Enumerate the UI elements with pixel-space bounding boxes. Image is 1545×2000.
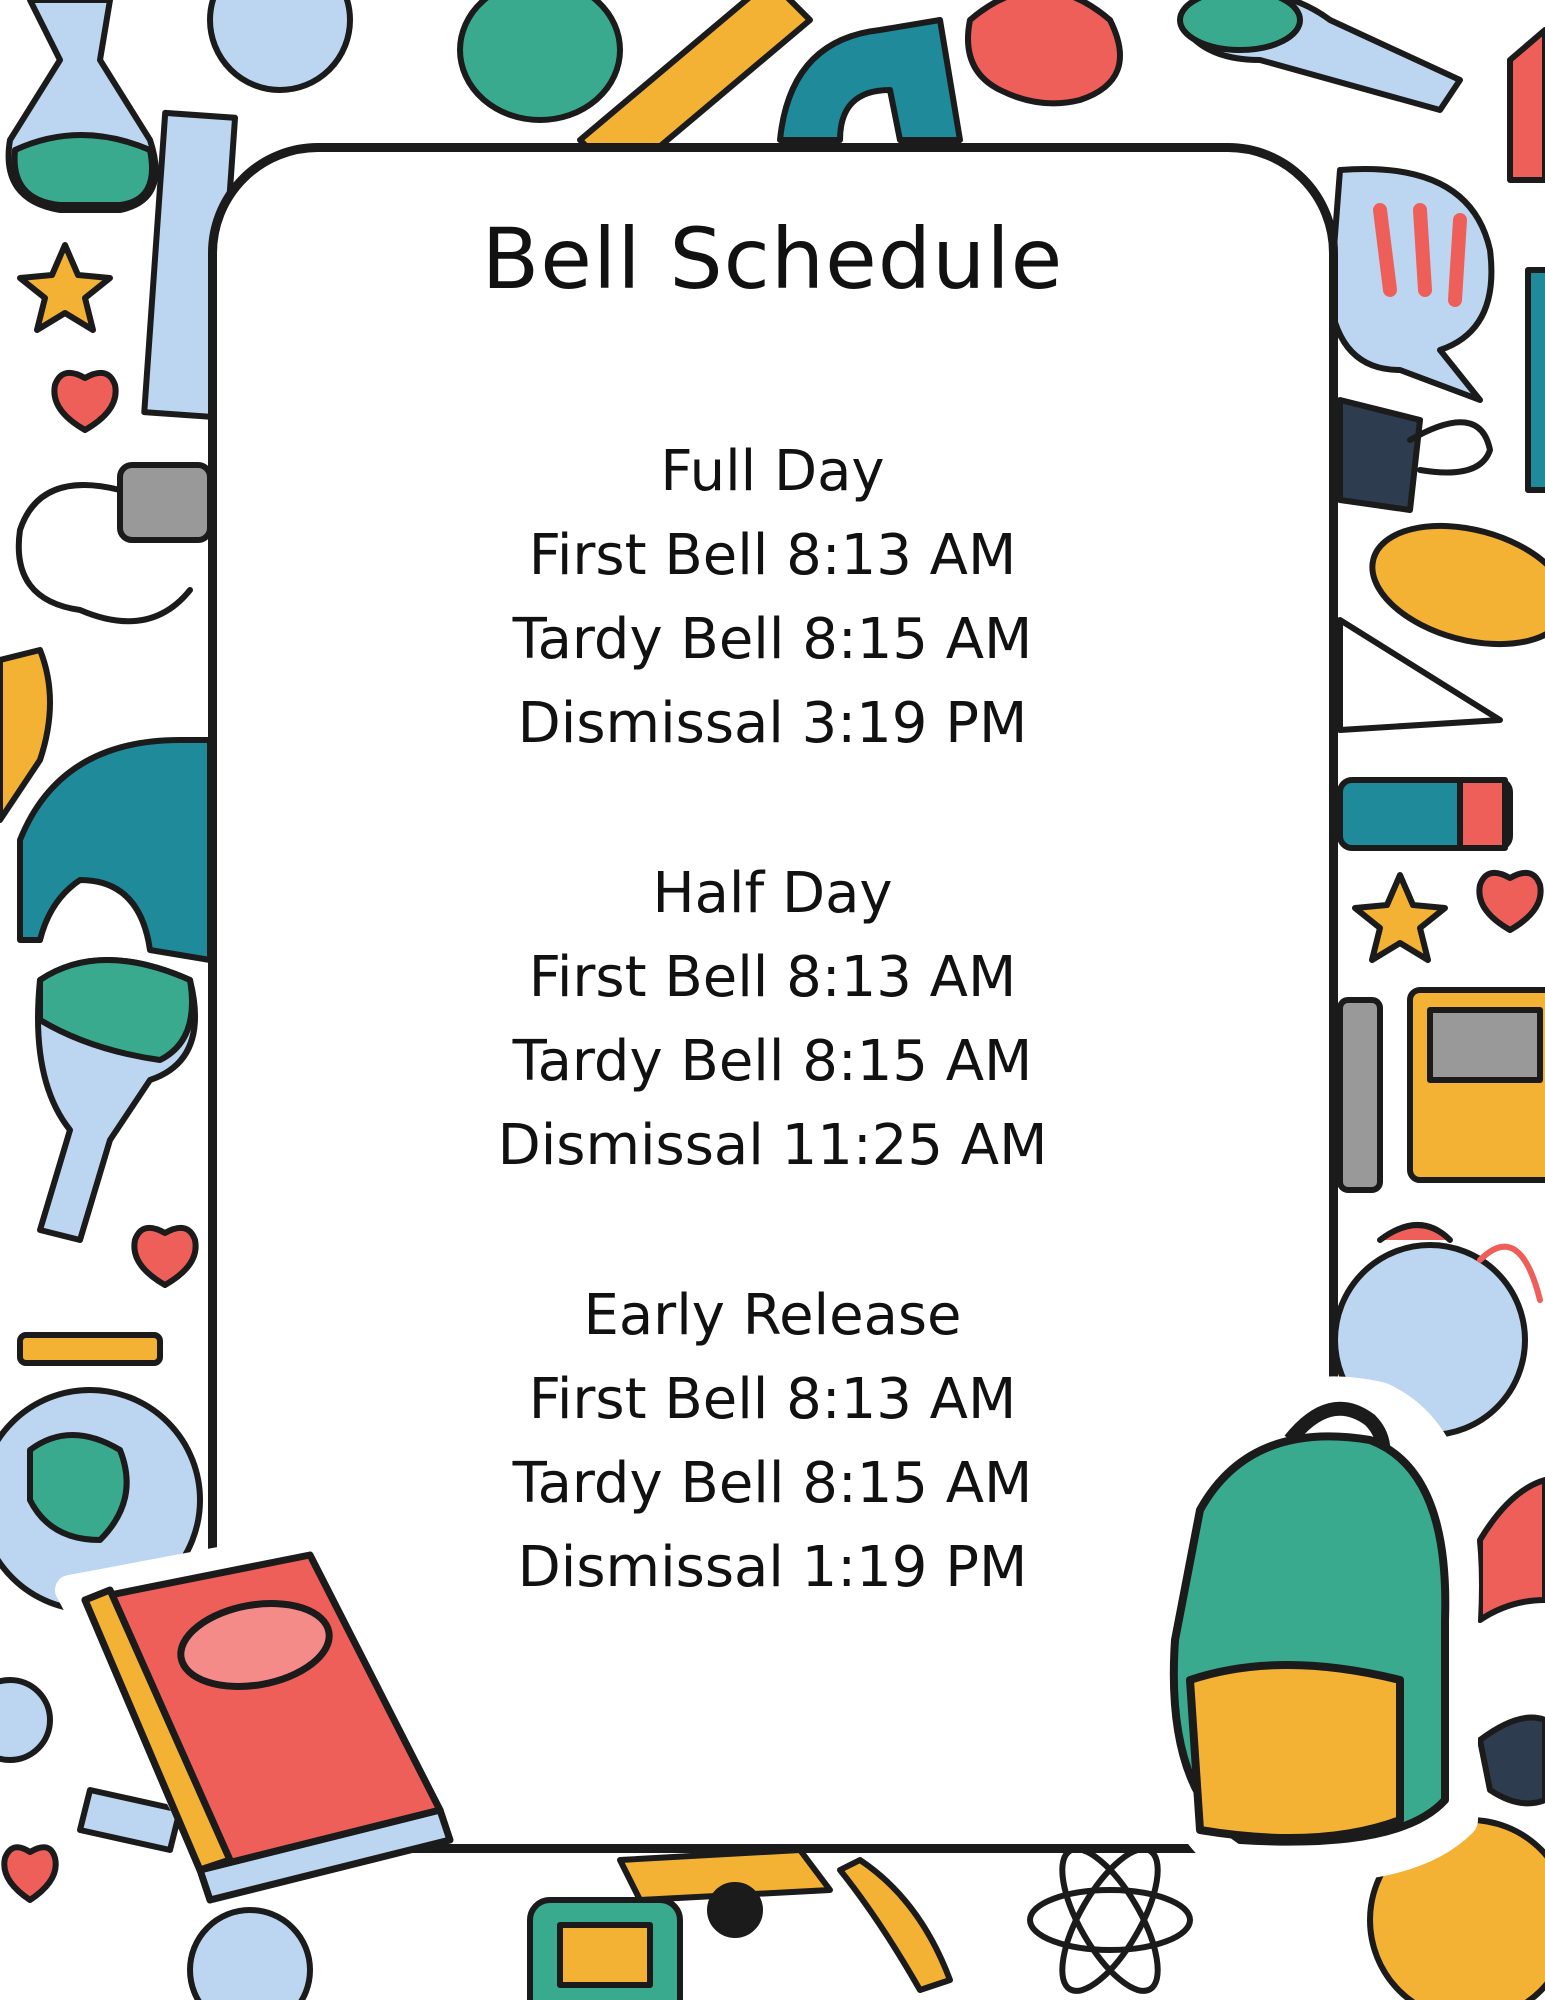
schedule-row: Dismissal 3:19 PM [517, 691, 1028, 756]
schedule-row: First Bell 8:13 AM [528, 1367, 1017, 1432]
schedule-row: First Bell 8:13 AM [528, 523, 1017, 588]
schedule-row: Tardy Bell 8:15 AM [512, 1451, 1033, 1516]
schedule-row: Tardy Bell 8:15 AM [512, 607, 1033, 672]
schedule-row: Dismissal 1:19 PM [517, 1535, 1028, 1600]
book-icon [70, 1545, 470, 1900]
schedule-heading: Full Day [660, 439, 885, 504]
schedule-heading: Half Day [652, 861, 893, 926]
schedule-row: First Bell 8:13 AM [528, 945, 1017, 1010]
page-title: Bell Schedule [481, 210, 1064, 308]
schedule-row: Tardy Bell 8:15 AM [512, 1029, 1033, 1094]
schedule-row: Dismissal 11:25 AM [497, 1113, 1048, 1178]
backpack-icon [1159, 1394, 1461, 1865]
schedule-heading: Early Release [583, 1283, 962, 1348]
